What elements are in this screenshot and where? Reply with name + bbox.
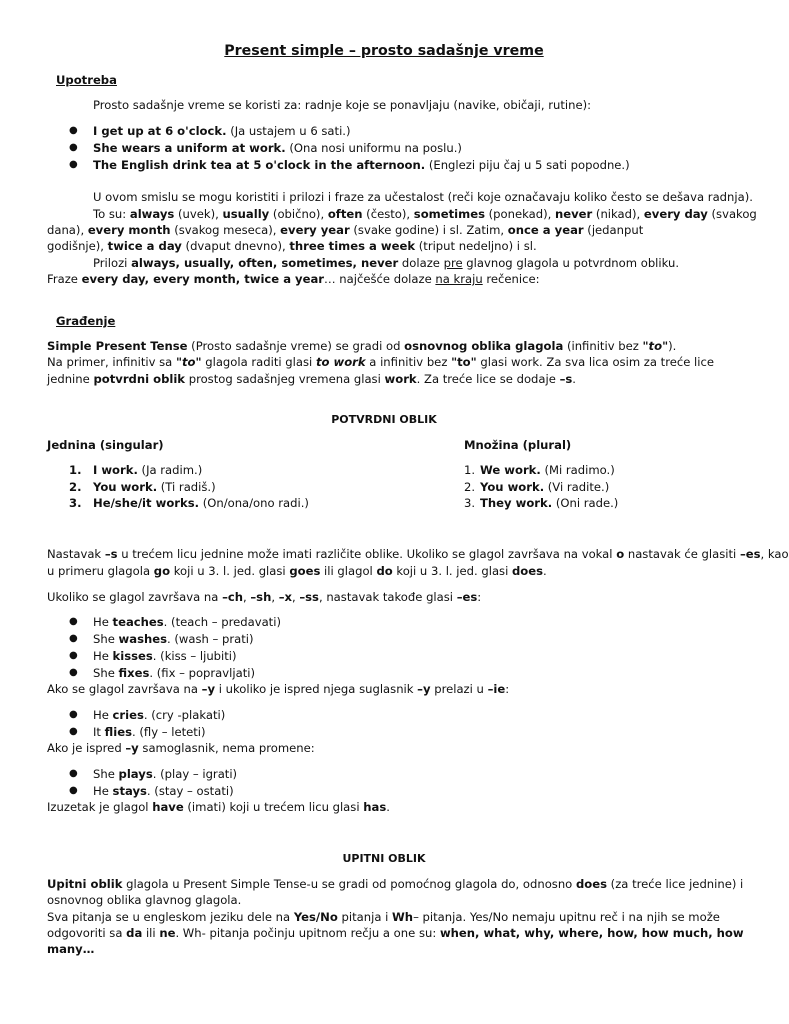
section-heading-potvrdni: POTVRDNI OBLIK [331,413,437,426]
bullet-icon: ● [69,125,78,136]
bullet-icon: ● [69,667,78,678]
bullet-icon: ● [69,726,78,737]
page-title: Present simple – prosto sadašnje vreme [224,43,544,59]
es-example: He teaches. (teach – predavati) [93,615,281,629]
bullet-icon: ● [69,633,78,644]
es-example: She washes. (wash – prati) [93,632,254,646]
singular-item: He/she/it works. (On/ona/ono radi.) [93,496,309,510]
section-heading-upotreba: Upotreba [56,73,117,87]
singular-header: Jednina (singular) [47,438,164,452]
plural-item: We work. (Mi radimo.) [480,463,615,477]
singular-item: I work. (Ja radim.) [93,463,203,477]
section-heading-gradjenje: Građenje [56,314,116,328]
paragraph-line: U ovom smislu se mogu koristiti i prilozi i fraze za učestalost (reči koje označavaju koliko često se dešava radnja). [93,190,753,204]
paragraph-line: odgovoriti sa da ili ne. Wh- pitanja počinju upitnom rečju a one su: when, what, why, where, how, how much, how [47,926,744,940]
paragraph-line: Ako je ispred –y samoglasnik, nema promene: [47,741,315,755]
paragraph-line: jednine potvrdni oblik prostog sadašnjeg vremena glasi work. Za treće lice se dodaje –s. [47,372,576,386]
singular-item: You work. (Ti radiš.) [93,480,216,494]
list-number: 3. [464,496,476,510]
bullet-icon: ● [69,616,78,627]
paragraph-line: Prilozi always, usually, often, sometimes, never dolaze pre glavnog glagola u potvrdnom obliku. [93,256,680,270]
bullet-icon: ● [69,650,78,661]
paragraph-line: Ukoliko se glagol završava na –ch, –sh, –x, –ss, nastavak takođe glasi –es: [47,590,482,604]
list-number: 1. [464,463,476,477]
plural-item: They work. (Oni rade.) [480,496,619,510]
plural-item: You work. (Vi radite.) [480,480,610,494]
list-number: 2. [69,480,82,494]
paragraph-line: osnovnog oblika glavnog glagola. [47,893,242,907]
example-3: The English drink tea at 5 o'clock in the afternoon. (Englezi piju čaj u 5 sati popodne.) [93,158,630,172]
plural-header: Množina (plural) [464,438,572,452]
paragraph-line: Fraze every day, every month, twice a year… najčešće dolaze na kraju rečenice: [47,272,540,286]
ys-example: He stays. (stay – ostati) [93,784,234,798]
bullet-icon: ● [69,768,78,779]
paragraph-line: many… [47,942,95,956]
ies-example: He cries. (cry -plakati) [93,708,226,722]
paragraph-line: dana), every month (svakog meseca), every year (svake godine) i sl. Zatim, once a year (jedanput [47,223,644,237]
paragraph-line: Sva pitanja se u engleskom jeziku dele na Yes/No pitanja i Wh– pitanja. Yes/No nemaju upitnu reč i na njih se može [47,910,720,924]
exception-line: Izuzetak je glagol have (imati) koji u trećem licu glasi has. [47,800,390,814]
paragraph-line: Nastavak –s u trećem licu jednine može imati različite oblike. Ukoliko se glagol završava na vokal o nastavak će glasiti –es, kao [47,547,789,561]
es-example: She fixes. (fix – popravljati) [93,666,255,680]
paragraph-line: Ako se glagol završava na –y i ukoliko je ispred njega suglasnik –y prelazi u –ie: [47,682,510,696]
ies-example: It flies. (fly – leteti) [93,725,206,739]
list-number: 3. [69,496,82,510]
paragraph-line: Upitni oblik glagola u Present Simple Tense-u se gradi od pomoćnog glagola do, odnosno does (za treće lice jednine) i [47,877,744,891]
bullet-icon: ● [69,142,78,153]
ys-example: She plays. (play – igrati) [93,767,238,781]
paragraph-line: godišnje), twice a day (dvaput dnevno), three times a week (triput nedeljno) i sl. [47,239,537,253]
upotreba-intro: Prosto sadašnje vreme se koristi za: radnje koje se ponavljaju (navike, običaji, rutine): [93,98,592,112]
paragraph-line: To su: always (uvek), usually (obično), often (često), sometimes (ponekad), never (nikad), every day (svakog [93,207,757,221]
paragraph-line: Na primer, infinitiv sa "to" glagola raditi glasi to work a infinitiv bez "to" glasi work. Za sva lica osim za treće lice [47,355,715,369]
section-heading-upitni: UPITNI OBLIK [342,852,426,865]
list-number: 1. [69,463,82,477]
example-2: She wears a uniform at work. (Ona nosi uniformu na poslu.) [93,141,462,155]
es-example: He kisses. (kiss – ljubiti) [93,649,237,663]
bullet-icon: ● [69,785,78,796]
paragraph-line: u primeru glagola go koji u 3. l. jed. glasi goes ili glagol do koji u 3. l. jed. glasi does. [47,564,547,578]
bullet-icon: ● [69,709,78,720]
bullet-icon: ● [69,159,78,170]
paragraph-line: Simple Present Tense (Prosto sadašnje vreme) se gradi od osnovnog oblika glagola (infinitiv bez "to"). [47,339,677,353]
list-number: 2. [464,480,476,494]
example-1: I get up at 6 o'clock. (Ja ustajem u 6 sati.) [93,124,351,138]
